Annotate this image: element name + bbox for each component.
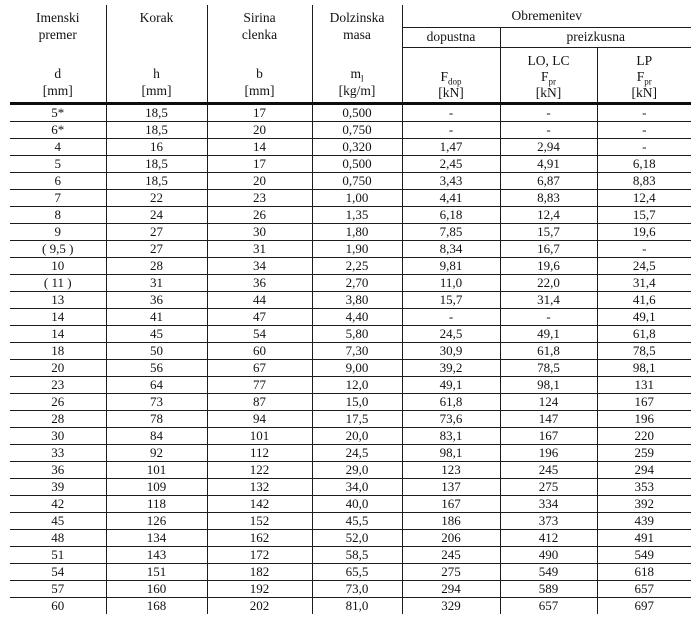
cell-f-pr-lo-lc: 334: [500, 495, 597, 512]
cell-f-pr-lo-lc: 147: [500, 410, 597, 427]
cell-f-pr-lo-lc: -: [500, 308, 597, 325]
cell-h: 31: [106, 274, 207, 291]
col-title: Korak: [139, 9, 174, 25]
cell-ml: 5,80: [312, 325, 402, 342]
cell-b: 47: [207, 308, 312, 325]
table-body: [10, 103, 691, 614]
cell-f-pr-lo-lc: 19,6: [500, 257, 597, 274]
cell-d: 23: [10, 376, 106, 393]
cell-f-pr-lp: 15,7: [597, 206, 691, 223]
col-header-linear-mass: [312, 5, 402, 103]
table-row: [10, 206, 691, 223]
cell-d: 45: [10, 512, 106, 529]
subgroup-header-proof: preizkusna: [500, 27, 691, 47]
cell-f-pr-lp: 98,1: [597, 359, 691, 376]
table-row: [10, 444, 691, 461]
cell-h: 28: [106, 257, 207, 274]
cell-ml: 0,750: [312, 121, 402, 138]
table-row: [10, 189, 691, 206]
cell-f-dop: 49,1: [402, 376, 500, 393]
cell-d: 10: [10, 257, 106, 274]
cell-f-pr-lp: 8,83: [597, 172, 691, 189]
cell-h: 64: [106, 376, 207, 393]
cell-f-dop: 7,85: [402, 223, 500, 240]
cell-b: 67: [207, 359, 312, 376]
cell-f-pr-lp: 549: [597, 546, 691, 563]
cell-f-dop: 73,6: [402, 410, 500, 427]
table-row: [10, 240, 691, 257]
cell-ml: 2,25: [312, 257, 402, 274]
cell-f-pr-lo-lc: 4,91: [500, 155, 597, 172]
cell-b: 122: [207, 461, 312, 478]
cell-h: 101: [106, 461, 207, 478]
cell-f-pr-lo-lc: 490: [500, 546, 597, 563]
cell-h: 16: [106, 138, 207, 155]
col-header-pitch: [106, 5, 207, 103]
col-symbol-unit: $m_l$ [kg/m]: [338, 66, 376, 98]
cell-h: 84: [106, 427, 207, 444]
cell-f-pr-lp: 24,5: [597, 257, 691, 274]
table-row: [10, 410, 691, 427]
table-row: [10, 274, 691, 291]
cell-f-pr-lp: 41,6: [597, 291, 691, 308]
load-unit: [kN]: [535, 84, 562, 100]
col-header-link-width: [207, 5, 312, 103]
table-row: [10, 359, 691, 376]
cell-ml: 12,0: [312, 376, 402, 393]
cell-d: ( 11 ): [10, 274, 106, 291]
cell-ml: 24,5: [312, 444, 402, 461]
table-row: [10, 512, 691, 529]
cell-ml: 1,35: [312, 206, 402, 223]
cell-d: 6: [10, 172, 106, 189]
cell-d: 18: [10, 342, 106, 359]
cell-b: 30: [207, 223, 312, 240]
cell-d: 33: [10, 444, 106, 461]
cell-d: 20: [10, 359, 106, 376]
table-header: [10, 5, 691, 103]
table-row: [10, 325, 691, 342]
cell-h: 24: [106, 206, 207, 223]
cell-ml: 3,80: [312, 291, 402, 308]
load-condition: LO, LC: [527, 52, 570, 68]
table-row: [10, 393, 691, 410]
cell-h: 45: [106, 325, 207, 342]
cell-f-dop: -: [402, 308, 500, 325]
cell-b: 162: [207, 529, 312, 546]
cell-f-pr-lp: -: [597, 138, 691, 155]
cell-b: 132: [207, 478, 312, 495]
cell-b: 87: [207, 393, 312, 410]
cell-f-pr-lo-lc: 8,83: [500, 189, 597, 206]
table-row: [10, 103, 691, 121]
cell-f-pr-lp: -: [597, 103, 691, 121]
cell-f-dop: 294: [402, 580, 500, 597]
cell-f-pr-lo-lc: 15,7: [500, 223, 597, 240]
cell-ml: 34,0: [312, 478, 402, 495]
cell-b: 36: [207, 274, 312, 291]
cell-d: 6*: [10, 121, 106, 138]
table-row: [10, 121, 691, 138]
table-row: [10, 257, 691, 274]
cell-h: 56: [106, 359, 207, 376]
cell-f-pr-lp: -: [597, 240, 691, 257]
cell-f-pr-lo-lc: 2,94: [500, 138, 597, 155]
cell-ml: 52,0: [312, 529, 402, 546]
cell-f-dop: 98,1: [402, 444, 500, 461]
cell-d: 14: [10, 308, 106, 325]
cell-f-dop: 245: [402, 546, 500, 563]
cell-ml: 9,00: [312, 359, 402, 376]
cell-h: 151: [106, 563, 207, 580]
col-header-f-pr-lp: [597, 47, 691, 103]
cell-f-dop: 206: [402, 529, 500, 546]
cell-ml: 1,80: [312, 223, 402, 240]
subgroup-header-allowable: dopustna: [402, 27, 500, 47]
cell-f-pr-lp: 49,1: [597, 308, 691, 325]
table-row: [10, 563, 691, 580]
col-symbol-unit: d [mm]: [42, 66, 73, 98]
cell-h: 18,5: [106, 155, 207, 172]
cell-b: 23: [207, 189, 312, 206]
cell-ml: 0,500: [312, 103, 402, 121]
cell-b: 172: [207, 546, 312, 563]
table-row: [10, 138, 691, 155]
cell-f-dop: 167: [402, 495, 500, 512]
cell-h: 18,5: [106, 103, 207, 121]
cell-d: 39: [10, 478, 106, 495]
cell-h: 73: [106, 393, 207, 410]
cell-b: 60: [207, 342, 312, 359]
cell-f-dop: 24,5: [402, 325, 500, 342]
table-row: [10, 580, 691, 597]
cell-h: 27: [106, 240, 207, 257]
table-row: [10, 546, 691, 563]
cell-f-pr-lo-lc: 167: [500, 427, 597, 444]
cell-d: 57: [10, 580, 106, 597]
load-condition: LP: [636, 52, 653, 68]
load-symbol: $F_{pr}$: [636, 68, 652, 87]
cell-h: 134: [106, 529, 207, 546]
cell-ml: 29,0: [312, 461, 402, 478]
cell-d: 4: [10, 138, 106, 155]
cell-ml: 7,30: [312, 342, 402, 359]
cell-f-dop: 8,34: [402, 240, 500, 257]
load-symbol: $F_{dop}$: [440, 68, 462, 87]
cell-f-pr-lo-lc: 22,0: [500, 274, 597, 291]
cell-f-pr-lp: 618: [597, 563, 691, 580]
cell-ml: 45,5: [312, 512, 402, 529]
table-row: [10, 376, 691, 393]
cell-f-pr-lo-lc: 275: [500, 478, 597, 495]
chain-dimensions-table: [10, 5, 691, 614]
cell-f-dop: 123: [402, 461, 500, 478]
cell-h: 109: [106, 478, 207, 495]
cell-f-dop: 39,2: [402, 359, 500, 376]
cell-f-pr-lp: -: [597, 121, 691, 138]
col-title: Dolzinska masa: [329, 9, 385, 42]
cell-h: 36: [106, 291, 207, 308]
cell-ml: 0,750: [312, 172, 402, 189]
cell-f-pr-lp: 353: [597, 478, 691, 495]
cell-d: 42: [10, 495, 106, 512]
load-symbol: $F_{pr}$: [540, 68, 556, 87]
cell-f-dop: 3,43: [402, 172, 500, 189]
cell-d: 5: [10, 155, 106, 172]
cell-b: 14: [207, 138, 312, 155]
cell-b: 101: [207, 427, 312, 444]
cell-b: 192: [207, 580, 312, 597]
cell-f-pr-lp: 439: [597, 512, 691, 529]
cell-f-dop: 329: [402, 597, 500, 614]
cell-f-dop: -: [402, 121, 500, 138]
cell-f-pr-lo-lc: 657: [500, 597, 597, 614]
cell-b: 94: [207, 410, 312, 427]
table-row: [10, 597, 691, 614]
cell-d: 28: [10, 410, 106, 427]
cell-f-dop: 83,1: [402, 427, 500, 444]
cell-d: 51: [10, 546, 106, 563]
cell-h: 92: [106, 444, 207, 461]
table-row: [10, 308, 691, 325]
cell-f-pr-lo-lc: 98,1: [500, 376, 597, 393]
cell-b: 44: [207, 291, 312, 308]
cell-d: 54: [10, 563, 106, 580]
cell-f-dop: -: [402, 103, 500, 121]
table-row: [10, 223, 691, 240]
cell-f-pr-lp: 131: [597, 376, 691, 393]
cell-ml: 0,500: [312, 155, 402, 172]
cell-f-dop: 4,41: [402, 189, 500, 206]
cell-ml: 65,5: [312, 563, 402, 580]
cell-f-pr-lp: 167: [597, 393, 691, 410]
cell-f-pr-lo-lc: -: [500, 121, 597, 138]
cell-ml: 1,00: [312, 189, 402, 206]
cell-ml: 40,0: [312, 495, 402, 512]
col-header-f-pr-lo-lc: [500, 47, 597, 103]
cell-d: 7: [10, 189, 106, 206]
table-row: [10, 478, 691, 495]
table-row: [10, 461, 691, 478]
cell-d: 30: [10, 427, 106, 444]
cell-d: 13: [10, 291, 106, 308]
cell-f-dop: 275: [402, 563, 500, 580]
load-unit: [kN]: [631, 84, 657, 100]
cell-h: 50: [106, 342, 207, 359]
cell-f-pr-lo-lc: 49,1: [500, 325, 597, 342]
cell-f-pr-lo-lc: 412: [500, 529, 597, 546]
cell-b: 202: [207, 597, 312, 614]
cell-ml: 17,5: [312, 410, 402, 427]
cell-f-pr-lo-lc: 124: [500, 393, 597, 410]
cell-d: 5*: [10, 103, 106, 121]
cell-h: 18,5: [106, 172, 207, 189]
cell-b: 31: [207, 240, 312, 257]
cell-f-pr-lp: 12,4: [597, 189, 691, 206]
cell-ml: 1,90: [312, 240, 402, 257]
cell-h: 143: [106, 546, 207, 563]
cell-b: 112: [207, 444, 312, 461]
cell-b: 17: [207, 155, 312, 172]
cell-h: 118: [106, 495, 207, 512]
cell-d: 9: [10, 223, 106, 240]
cell-f-dop: 186: [402, 512, 500, 529]
col-symbol-unit: b [mm]: [244, 66, 275, 98]
cell-f-pr-lo-lc: 373: [500, 512, 597, 529]
cell-b: 54: [207, 325, 312, 342]
cell-f-pr-lp: 657: [597, 580, 691, 597]
cell-b: 17: [207, 103, 312, 121]
cell-b: 20: [207, 172, 312, 189]
cell-f-pr-lo-lc: 549: [500, 563, 597, 580]
cell-f-dop: 1,47: [402, 138, 500, 155]
cell-ml: 0,320: [312, 138, 402, 155]
cell-f-dop: 2,45: [402, 155, 500, 172]
cell-d: 26: [10, 393, 106, 410]
cell-f-pr-lo-lc: 16,7: [500, 240, 597, 257]
cell-f-pr-lo-lc: 78,5: [500, 359, 597, 376]
table-row: [10, 155, 691, 172]
cell-d: 60: [10, 597, 106, 614]
cell-d: 48: [10, 529, 106, 546]
cell-f-dop: 137: [402, 478, 500, 495]
cell-ml: 73,0: [312, 580, 402, 597]
cell-f-pr-lo-lc: 6,87: [500, 172, 597, 189]
cell-f-pr-lo-lc: 196: [500, 444, 597, 461]
group-header-load: Obremenitev: [402, 5, 691, 27]
col-header-f-dop: [402, 47, 500, 103]
cell-b: 77: [207, 376, 312, 393]
cell-f-pr-lo-lc: -: [500, 103, 597, 121]
cell-f-pr-lo-lc: 245: [500, 461, 597, 478]
cell-f-dop: 30,9: [402, 342, 500, 359]
cell-h: 126: [106, 512, 207, 529]
table-row: [10, 172, 691, 189]
cell-ml: 81,0: [312, 597, 402, 614]
cell-ml: 4,40: [312, 308, 402, 325]
cell-h: 78: [106, 410, 207, 427]
col-header-nominal-diameter: [10, 5, 106, 103]
cell-h: 168: [106, 597, 207, 614]
cell-d: 8: [10, 206, 106, 223]
cell-f-pr-lp: 294: [597, 461, 691, 478]
table-row: [10, 342, 691, 359]
table-row: [10, 529, 691, 546]
cell-d: 14: [10, 325, 106, 342]
cell-h: 18,5: [106, 121, 207, 138]
cell-f-pr-lp: 61,8: [597, 325, 691, 342]
cell-f-dop: 61,8: [402, 393, 500, 410]
table-row: [10, 427, 691, 444]
cell-f-pr-lp: 19,6: [597, 223, 691, 240]
cell-ml: 2,70: [312, 274, 402, 291]
cell-f-pr-lp: 220: [597, 427, 691, 444]
cell-ml: 20,0: [312, 427, 402, 444]
cell-f-dop: 9,81: [402, 257, 500, 274]
cell-f-pr-lp: 697: [597, 597, 691, 614]
cell-f-pr-lo-lc: 589: [500, 580, 597, 597]
load-unit: [kN]: [438, 84, 464, 100]
col-symbol-unit: h [mm]: [141, 66, 172, 98]
cell-f-pr-lp: 196: [597, 410, 691, 427]
cell-b: 182: [207, 563, 312, 580]
cell-f-dop: 11,0: [402, 274, 500, 291]
cell-f-pr-lp: 31,4: [597, 274, 691, 291]
cell-ml: 58,5: [312, 546, 402, 563]
cell-h: 27: [106, 223, 207, 240]
cell-h: 41: [106, 308, 207, 325]
cell-b: 26: [207, 206, 312, 223]
cell-f-pr-lp: 259: [597, 444, 691, 461]
cell-f-pr-lp: 392: [597, 495, 691, 512]
cell-b: 20: [207, 121, 312, 138]
table-row: [10, 495, 691, 512]
cell-ml: 15,0: [312, 393, 402, 410]
cell-f-dop: 15,7: [402, 291, 500, 308]
cell-b: 142: [207, 495, 312, 512]
cell-d: ( 9,5 ): [10, 240, 106, 257]
cell-f-pr-lp: 491: [597, 529, 691, 546]
cell-h: 160: [106, 580, 207, 597]
cell-d: 36: [10, 461, 106, 478]
cell-f-pr-lp: 6,18: [597, 155, 691, 172]
cell-f-pr-lo-lc: 12,4: [500, 206, 597, 223]
table-row: [10, 291, 691, 308]
cell-h: 22: [106, 189, 207, 206]
cell-f-pr-lp: 78,5: [597, 342, 691, 359]
cell-f-dop: 6,18: [402, 206, 500, 223]
cell-b: 34: [207, 257, 312, 274]
col-title: Sirina clenka: [241, 9, 278, 42]
cell-f-pr-lo-lc: 31,4: [500, 291, 597, 308]
cell-b: 152: [207, 512, 312, 529]
col-title: Imenski premer: [36, 9, 80, 42]
cell-f-pr-lo-lc: 61,8: [500, 342, 597, 359]
